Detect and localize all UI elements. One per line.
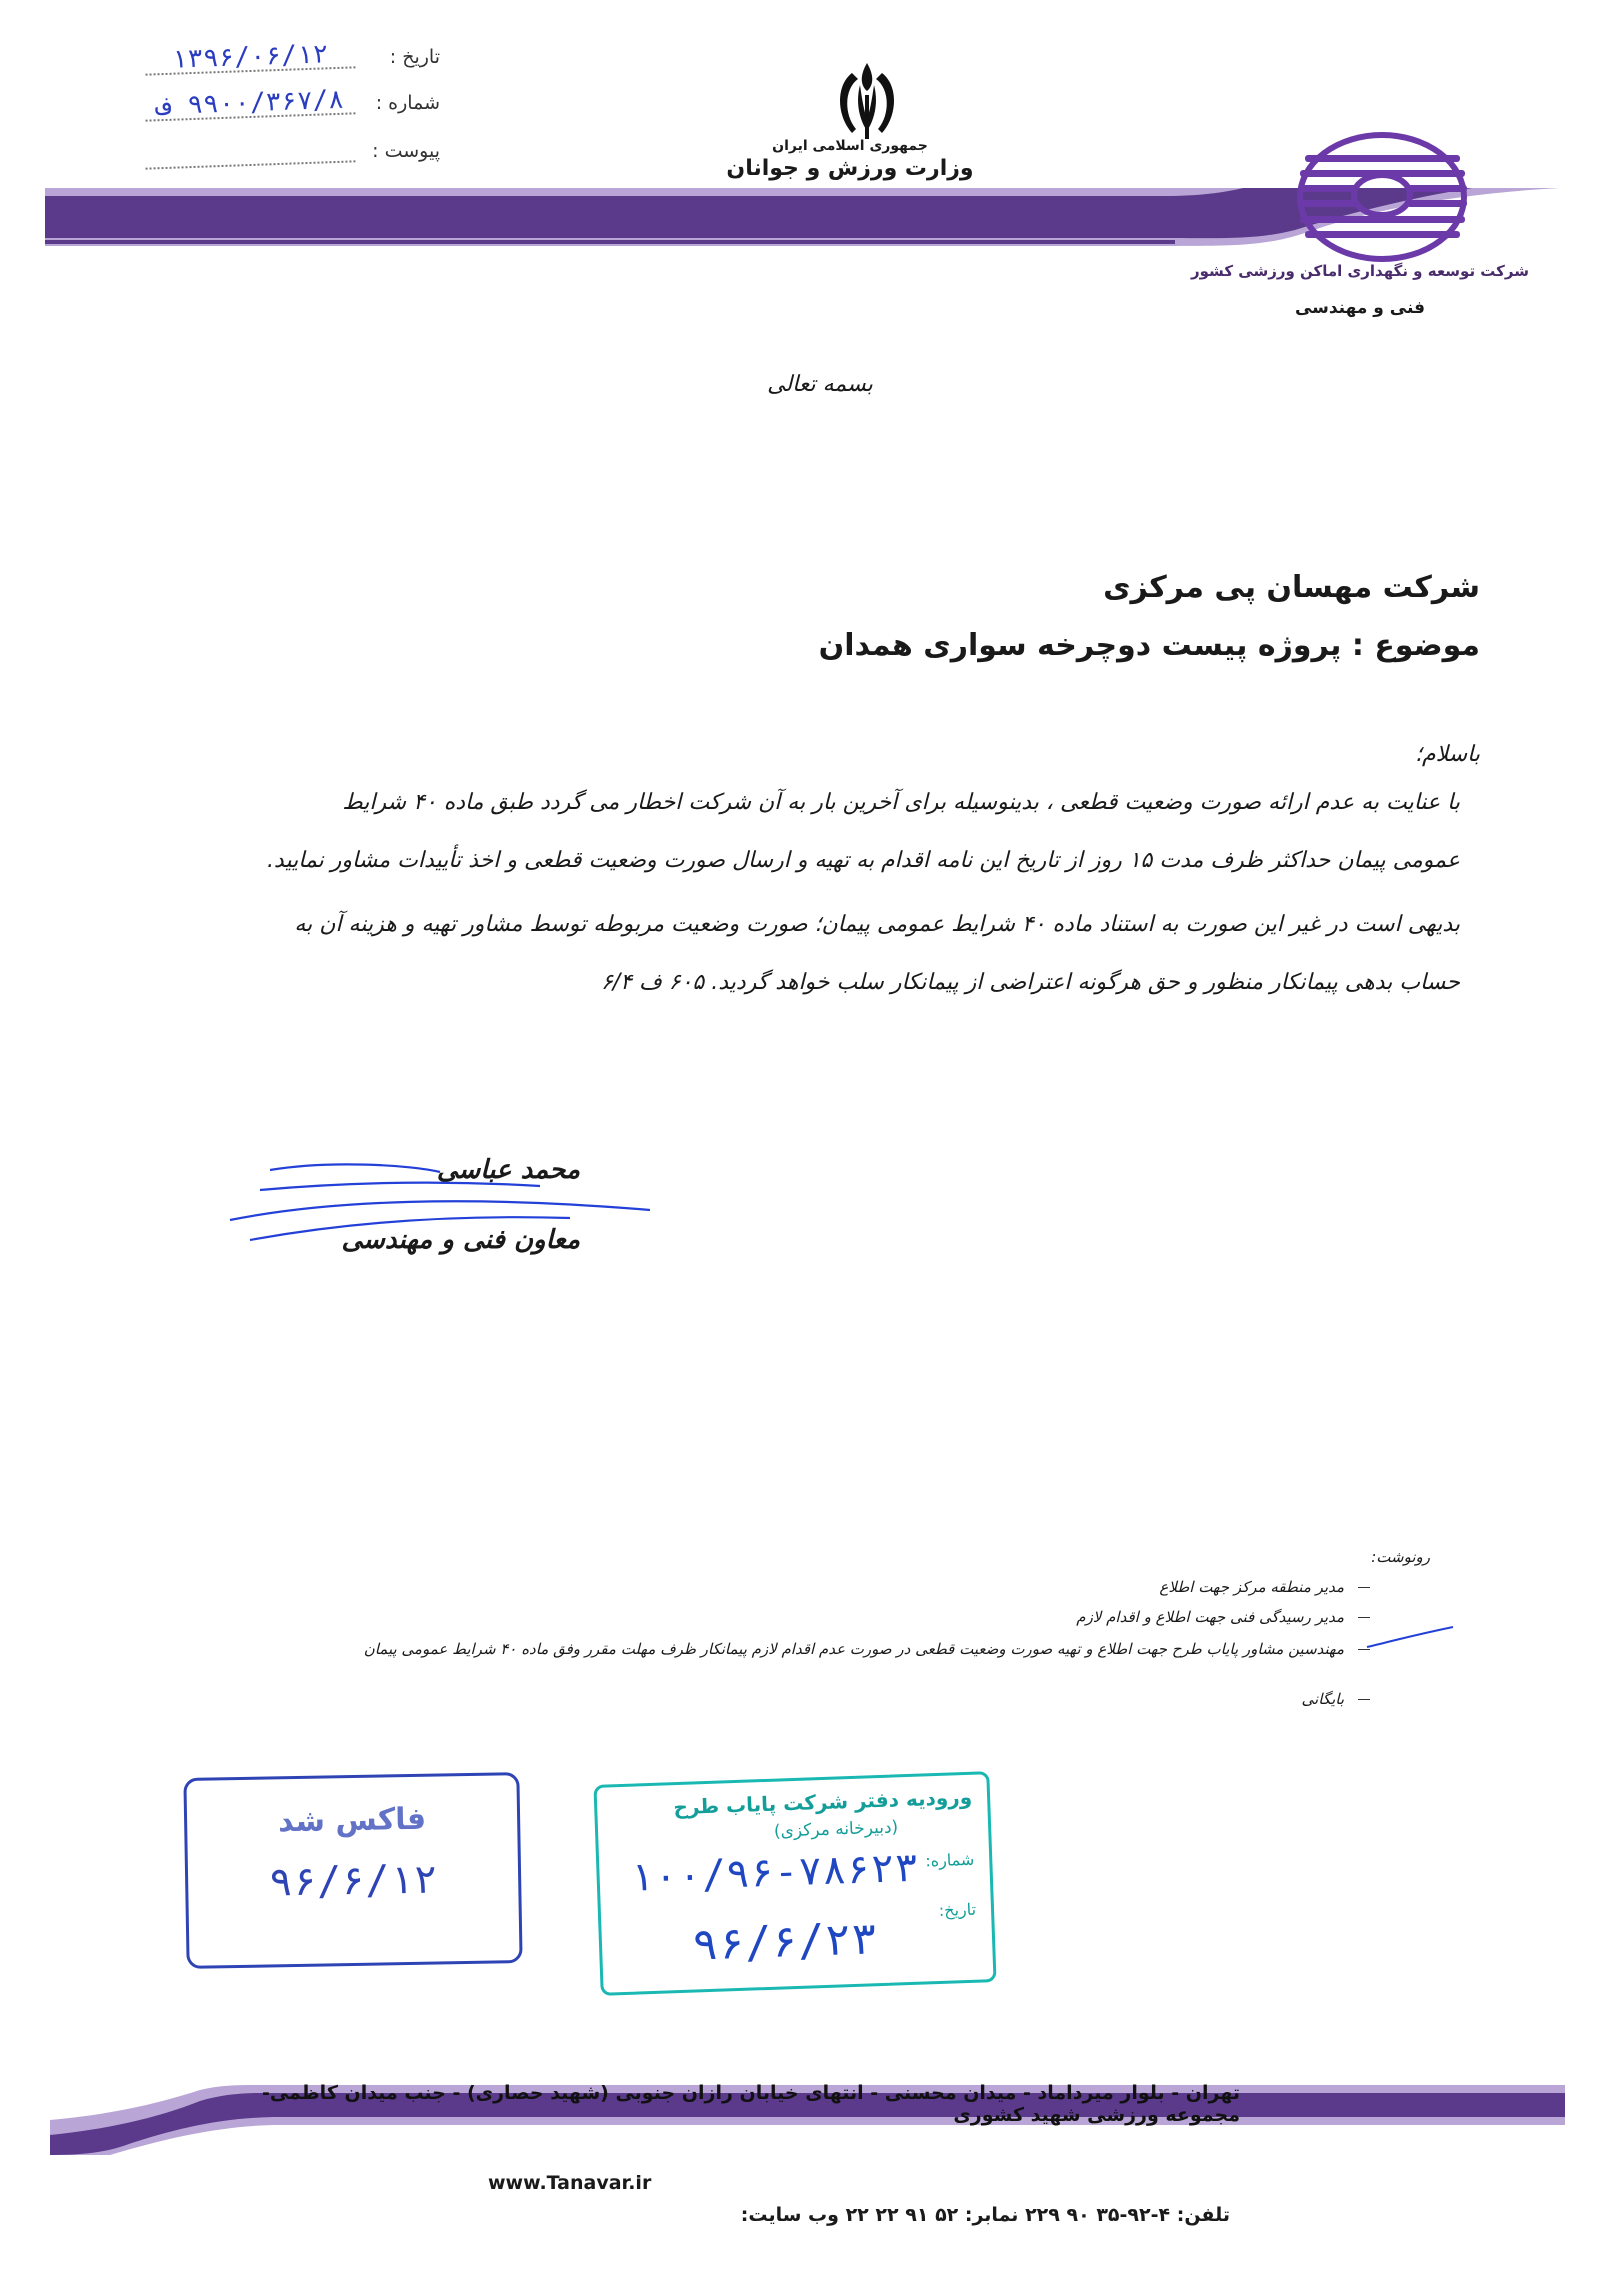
incoming-number-value: ۱۰۰/۹۶-۷۸۶۲۳	[628, 1844, 920, 1901]
body-line: عمومی پیمان حداکثر ظرف مدت ۱۵ روز از تاریخ این نامه اقدام به تهیه و ارسال صورت وضعیت قطعی و اخذ تأییدات مشاور نمایید.	[266, 848, 1460, 873]
cc-item: مدیر منطقه مرکز جهت اطلاع	[240, 1578, 1370, 1596]
footer-address: تهران - بلوار میرداماد - میدان محسنی - انتهای خیابان رازان جنوبی (شهید حصاری) - جنب میدان کاظمی-مجموعه ورزشی شهید کشوری	[261, 2082, 1240, 2126]
attachment-row	[140, 136, 440, 176]
signer-title: معاون فنی و مهندسی	[341, 1225, 580, 1255]
fax-stamp-label: فاکس شد	[277, 1801, 427, 1840]
bismillah: بسمه تعالی	[767, 372, 873, 397]
ministry-country: جمهوری اسلامی ایران	[772, 138, 928, 154]
incoming-stamp	[593, 1771, 996, 1996]
salutation: باسلام؛	[1414, 742, 1480, 767]
number-row	[140, 84, 440, 128]
date-row	[140, 39, 440, 82]
subject: موضوع : پروژه پیست دوچرخه سواری همدان	[818, 628, 1480, 663]
footer-phone: تلفن: ۴-۹۲-۳۵ ۹۰ ۲۲۹ نمابر: ۵۲ ۹۱ ۲۲ ۲۲ وب سایت:	[740, 2204, 1230, 2226]
incoming-stamp-subtitle: (دبیرخانه مرکزی)	[773, 1817, 899, 1842]
body-line: با عنایت به عدم ارائه صورت وضعیت قطعی ، بدینوسیله برای آخرین بار به آن شرکت اخطار می گردد طبق ماده ۴۰ شرایط	[342, 790, 1460, 815]
fax-stamp-date: ۹۶/۶/۱۲	[268, 1856, 438, 1906]
checkmark-icon	[1365, 1625, 1455, 1655]
footer-website[interactable]: www.Tanavar.ir	[488, 2172, 652, 2194]
attachment-label: پیوست :	[372, 140, 440, 162]
incoming-number-label: شماره:	[924, 1849, 975, 1871]
iran-emblem-icon	[822, 55, 912, 150]
recipient: شرکت مهسان پی مرکزی	[1103, 570, 1480, 605]
cc-title: رونوشت:	[1371, 1548, 1430, 1566]
company-department: فنی و مهندسی	[1294, 298, 1426, 318]
body-line: حساب بدهی پیمانکار منظور و حق هرگونه اعتراضی از پیمانکار سلب خواهد گردید. ۶۰۵ ف ۶/۴	[600, 970, 1460, 995]
number-label: شماره :	[375, 92, 440, 114]
fax-stamp	[183, 1772, 522, 1969]
date-label: تاریخ :	[389, 46, 440, 68]
company-name: شرکت توسعه و نگهداری اماکن ورزشی کشور	[1191, 262, 1529, 280]
attachment-value	[145, 132, 356, 169]
signer-name: محمد عباسی	[436, 1155, 580, 1185]
cc-item: بایگانی	[240, 1690, 1370, 1708]
incoming-stamp-title: ورودیه دفتر شرکت پایاب طرح	[673, 1784, 973, 1820]
cc-item: مهندسین مشاور پایاب طرح جهت اطلاع و تهیه صورت وضعیت قطعی در صورت عدم اقدام لازم پیمانکار ظرف مهلت مقرر وفق ماده ۴۰ شرایط عمومی پیمان	[240, 1640, 1370, 1658]
incoming-date-value: ۹۶/۶/۲۳	[691, 1913, 879, 1971]
ministry-block	[700, 138, 1000, 181]
number-value: ۹۹۰۰/۳۶۷/۸ ف	[145, 84, 356, 121]
cc-item: مدیر رسیدگی فنی جهت اطلاع و اقدام لازم	[240, 1608, 1370, 1626]
incoming-date-label: تاریخ:	[938, 1899, 977, 1920]
date-value: ۱۳۹۶/۰۶/۱۲	[145, 38, 356, 75]
body-line: بدیهی است در غیر این صورت به استناد ماده ۴۰ شرایط عمومی پیمان؛ صورت وضعیت مربوطه توسط مشاور تهیه و هزینه آن به	[294, 912, 1460, 937]
ministry-name: وزارت ورزش و جوانان	[726, 156, 974, 181]
company-logo-icon	[1295, 130, 1470, 265]
